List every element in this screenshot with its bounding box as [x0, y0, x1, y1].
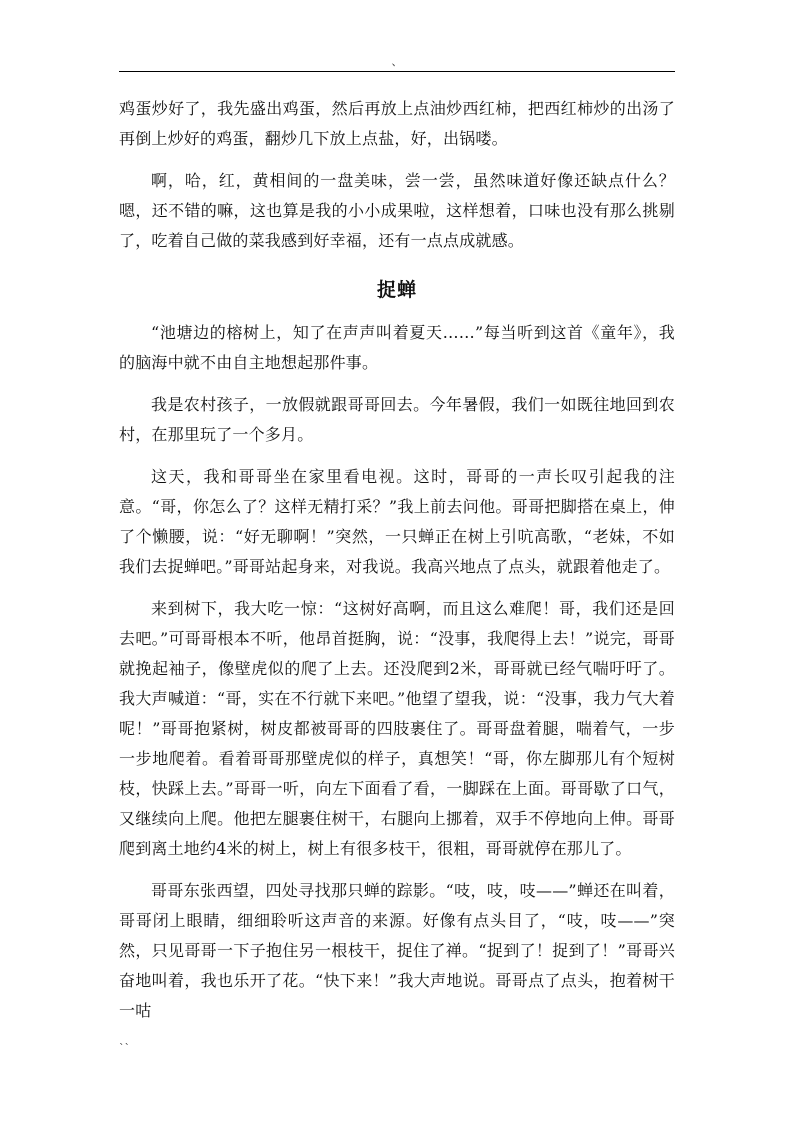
paragraph-continued: 鸡蛋炒好了，我先盛出鸡蛋，然后再放上点油炒西红柿，把西红柿炒的出汤了再倒上炒好的鸡蛋，翻炒几下放上点盐，好，出锅喽。 [119, 99, 675, 148]
section-title: 捉蝉 [376, 279, 417, 301]
footer-mark: `` [119, 1042, 130, 1055]
page-content [119, 94, 675, 1026]
paragraph: 这天，我和哥哥坐在家里看电视。这时，哥哥的一声长叹引起我的注意。“哥，你怎么了？这样无精打采？”我上前去问他。哥哥把脚搭在桌上，伸了个懒腰，说：“好无聊啊！”突然，一只蝉正在树上引吭高歌，“老妹，不如我们去捉蝉吧。”哥哥站起身来，对我说。我高兴地点了点头，就跟着他走了。 [119, 467, 675, 576]
paragraph: 哥哥东张西望，四处寻找那只蝉的踪影。“吱，吱，吱——”蝉还在叫着，哥哥闭上眼睛，细细聆听这声音的来源。好像有点头目了，“吱，吱——”突然，只见哥哥一下子抱住另一根枝干，捉住了禅。“捉到了！捉到了！”哥哥兴奋地叫着，我也乐开了花。“快下来！”我大声地说。哥哥点了点头，抱着树干一咕 [119, 881, 675, 1020]
header-rule [119, 71, 675, 72]
paragraph: “池塘边的榕树上，知了在声声叫着夏天……”每当听到这首《童年》，我的脑海中就不由自主地想起那件事。 [119, 323, 675, 372]
header-mark: 、 [391, 55, 403, 68]
paragraph: 来到树下，我大吃一惊：“这树好高啊，而且这么难爬！哥，我们还是回去吧。”可哥哥根本不听，他昂首挺胸，说：“没事，我爬得上去！”说完，哥哥就挽起袖子，像壁虎似的爬了上去。还没爬到2米，哥哥就已经气喘吁吁了。我大声喊道：“哥，实在不行就下来吧。”他望了望我，说：“没事，我力气大着呢！”哥哥抱紧树，树皮都被哥哥的四肢裹住了。哥哥盘着腿，喘着气，一步一步地爬着。看着哥哥那壁虎似的样子，真想笑！“哥，你左脚那儿有个短树枝，快踩上去。”哥哥一听，向左下面看了看，一脚踩在上面。哥哥歇了口气，又继续向上爬。他把左腿裹住树干，右腿向上挪着，双手不停地向上伸。哥哥爬到离土地约4米的树上，树上有很多枝干，很粗，哥哥就停在那儿了。 [119, 599, 675, 858]
paragraph: 啊，哈，红，黄相间的一盘美味，尝一尝，虽然味道好像还缺点什么？嗯，还不错的嘛，这也算是我的小小成果啦，这样想着，口味也没有那么挑剔了，吃着自己做的菜我感到好幸福，还有一点点成就感。 [119, 171, 675, 250]
paragraph: 我是农村孩子，一放假就跟哥哥回去。今年暑假，我们一如既往地回到农村，在那里玩了一个多月。 [119, 395, 675, 444]
